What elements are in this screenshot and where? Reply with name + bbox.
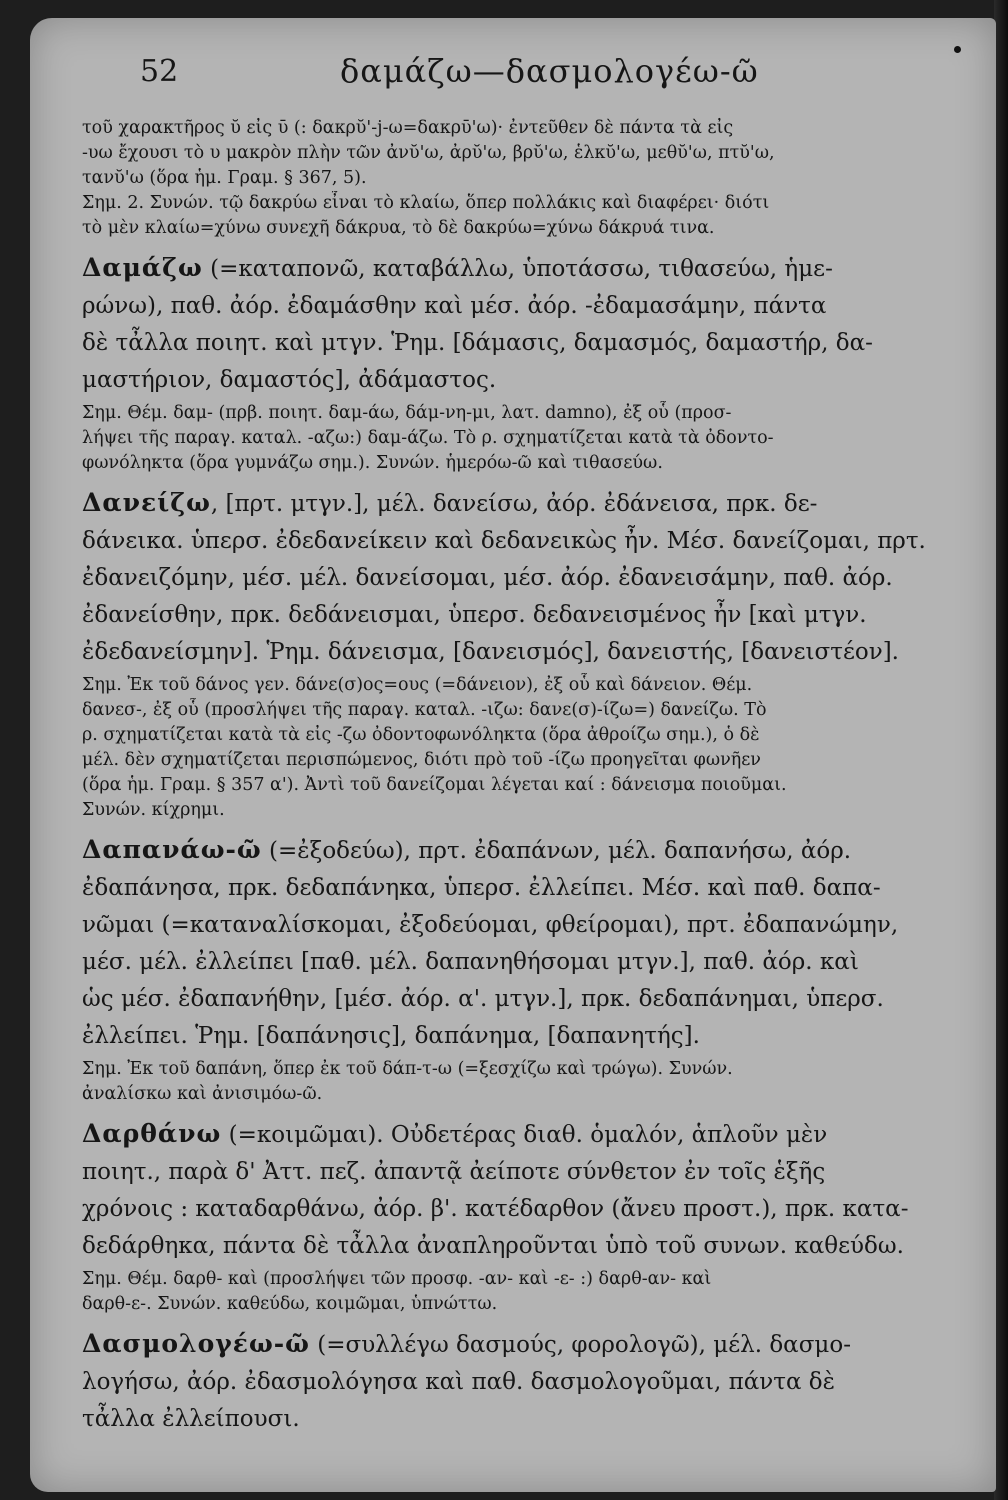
entry-line: ἐλλείπει. Ῥημ. [δαπάνησις], δαπάνημα, [δαπανητής].: [82, 1023, 700, 1049]
entry-line: δεδάρθηκα, πάντα δὲ τἆλλα ἀναπληροῦνται ὑπὸ τοῦ συνων. καθεύδω.: [82, 1233, 904, 1259]
entry-damazo: [82, 249, 966, 476]
entry-text: (=καταπονῶ, καταβάλλω, ὑποτάσσω, τιθασεύω, ἡμε-: [202, 256, 833, 282]
entry-text: (=συλλέγω δασμούς, φορολογῶ), μέλ. δασμο-: [309, 1332, 851, 1358]
entry-darthano: [82, 1115, 966, 1317]
dictionary-text: [82, 116, 966, 1446]
entry-line: νῶμαι (=καταναλίσκομαι, ἐξοδεύομαι, φθείρομαι), πρτ. ἐδαπανώμην,: [82, 912, 899, 938]
entry-first-line: [82, 484, 966, 523]
entry-line: μαστήριον, δαμαστός], ἀδάμαστος.: [82, 367, 497, 393]
entry-first-line: [82, 1325, 966, 1364]
note-line: Σημ. Ἐκ τοῦ δάνος γεν. δάνε(σ)ος=ους (=δάνειον), ἐξ οὗ καὶ δάνειον. Θέμ.: [82, 675, 753, 695]
entry-dasmologeo: [82, 1325, 966, 1438]
note-line: Συνών. κίχρημι.: [82, 800, 225, 820]
text-line: τανῠ'ω (ὅρα ἡμ. Γραμ. § 367, 5).: [82, 168, 367, 188]
entry-text: (=κοιμῶμαι). Οὐδετέρας διαθ. ὁμαλόν, ἁπλοῦν μὲν: [221, 1122, 828, 1148]
entry-note: [82, 401, 966, 476]
headword: Δαρθάνω: [82, 1119, 222, 1148]
page-edge-shadow: [994, 0, 1008, 1500]
entry-line: ἐδανείσθην, πρκ. δεδάνεισμαι, ὑπερσ. δεδανεισμένος ἦν [καὶ μτγν.: [82, 602, 867, 628]
note-line: λήψει τῆς παραγ. καταλ. -αζω:) δαμ-άζω. Τὸ ρ. σχηματίζεται κατὰ τὰ ὀδοντο-: [82, 428, 774, 448]
note-line: (ὅρα ἡμ. Γραμ. § 357 α'). Ἀντὶ τοῦ δανείζομαι λέγεται καί : δάνεισμα ποιοῦμαι.: [82, 775, 787, 795]
note-line: δαρθ-ε-. Συνών. καθεύδω, κοιμῶμαι, ὑπνώττω.: [82, 1294, 498, 1314]
entry-note: [82, 1267, 966, 1317]
entry-first-line: [82, 249, 966, 288]
entry-line: δάνεικα. ὑπερσ. ἐδεδανείκειν καὶ δεδανεικὼς ἦν. Μέσ. δανείζομαι, πρτ.: [82, 528, 926, 554]
entry-first-line: [82, 1115, 966, 1154]
text-line: τὸ μὲν κλαίω=χύνω συνεχῆ δάκρυα, τὸ δὲ δακρύω=χύνω δάκρυά τινα.: [82, 218, 715, 238]
entry-line: ἐδεδανείσμην]. Ῥημ. δάνεισμα, [δανεισμός], δανειστής, [δανειστέον].: [82, 639, 899, 665]
headword: Δασμολογέω-ῶ: [82, 1329, 310, 1358]
entry-text: (=ἐξοδεύω), πρτ. ἐδαπάνων, μέλ. δαπανήσω, ἀόρ.: [261, 838, 852, 864]
entry-line: χρόνοις : καταδαρθάνω, ἀόρ. β'. κατέδαρθον (ἄνευ προστ.), πρκ. κατα-: [82, 1196, 909, 1222]
note-line: μέλ. δὲν σχηματίζεται περισπώμενος, διότι πρὸ τοῦ -ίζω προηγεῖται φωνῆεν: [82, 750, 761, 770]
entry-line: δὲ τἆλλα ποιητ. καὶ μτγν. Ῥημ. [δάμασις, δαμασμός, δαμαστήρ, δα-: [82, 330, 873, 356]
entry-line: ρώνω), παθ. ἀόρ. ἐδαμάσθην καὶ μέσ. ἀόρ. -ἐδαμασάμην, πάντα: [82, 293, 827, 319]
entry-line: ποιητ., παρὰ δ' Ἀττ. πεζ. ἀπαντᾷ ἀείποτε σύνθετον ἐν τοῖς ἑξῆς: [82, 1159, 826, 1185]
headword: Δαπανάω-ῶ: [82, 835, 262, 864]
book-page: [30, 18, 996, 1492]
note-line: Σημ. Ἐκ τοῦ δαπάνη, ὅπερ ἐκ τοῦ δάπ-τ-ω (=ξεσχίζω καὶ τρώγω). Συνών.: [82, 1059, 733, 1079]
headword: Δαμάζω: [82, 253, 203, 282]
note-line: Σημ. Θέμ. δαμ- (πρβ. ποιητ. δαμ-άω, δάμ-νη-μι, λατ. damno), ἐξ οὗ (προσ-: [82, 403, 732, 423]
ink-spot: [954, 46, 961, 53]
entry-note: [82, 673, 966, 823]
entry-line: ἐδανειζόμην, μέσ. μέλ. δανείσομαι, μέσ. ἀόρ. ἐδανεισάμην, παθ. ἀόρ.: [82, 565, 893, 591]
headword: Δανείζω: [82, 488, 211, 517]
entry-daneizo: [82, 484, 966, 823]
entry-first-line: [82, 831, 966, 870]
text-line: Σημ. 2. Συνών. τῷ δακρύω εἶναι τὸ κλαίω, ὅπερ πολλάκις καὶ διαφέρει· διότι: [82, 193, 770, 213]
note-line: φωνόληκτα (ὅρα γυμνάζω σημ.). Συνών. ἡμερόω-ῶ καὶ τιθασεύω.: [82, 453, 663, 473]
text-line: τοῦ χαρακτῆρος ῠ εἰς ῡ (: δακρῠ'-j-ω=δακρῡ'ω)· ἐντεῦθεν δὲ πάντα τὰ εἰς: [82, 118, 734, 138]
note-line: δανεσ-, ἐξ οὗ (προσλήψει τῆς παραγ. καταλ. -ιζω: δανε(σ)-ίζω=) δανείζω. Τὸ: [82, 700, 767, 720]
running-header: δαμάζω—δασμολογέω-ῶ: [340, 52, 759, 90]
note-line: Σημ. Θέμ. δαρθ- καὶ (προσλήψει τῶν προσφ. -αν- καὶ -ε- :) δαρθ-αν- καὶ: [82, 1269, 712, 1289]
entry-line: τἆλλα ἐλλείπουσι.: [82, 1406, 300, 1432]
note-line: ἀναλίσκω καὶ ἀνισιμόω-ῶ.: [82, 1084, 323, 1104]
note-line: ρ. σχηματίζεται κατὰ τὰ εἰς -ζω ὀδοντοφωνόληκτα (ὅρα ἀθροίζω σημ.), ὁ δὲ: [82, 725, 760, 745]
entry-note: [82, 1057, 966, 1107]
page-number: 52: [140, 54, 179, 89]
entry-line: ἐδαπάνησα, πρκ. δεδαπάνηκα, ὑπερσ. ἐλλείπει. Μέσ. καὶ παθ. δαπα-: [82, 875, 881, 901]
entry-line: ὡς μέσ. ἐδαπανήθην, [μέσ. ἀόρ. α'. μτγν.], πρκ. δεδαπάνημαι, ὑπερσ.: [82, 986, 884, 1012]
intro-block: [82, 116, 966, 241]
entry-dapanao: [82, 831, 966, 1107]
entry-line: μέσ. μέλ. ἐλλείπει [παθ. μέλ. δαπανηθήσομαι μτγν.], παθ. ἀόρ. καὶ: [82, 949, 859, 975]
text-line: -υω ἔχουσι τὸ υ μακρὸν πλὴν τῶν ἀνῠ'ω, ἀρῠ'ω, βρῠ'ω, ἑλκῠ'ω, μεθῠ'ω, πτῠ'ω,: [82, 143, 775, 163]
entry-text: , [πρτ. μτγν.], μέλ. δανείσω, ἀόρ. ἐδάνεισα, πρκ. δε-: [210, 491, 818, 517]
entry-line: λογήσω, ἀόρ. ἐδασμολόγησα καὶ παθ. δασμολογοῦμαι, πάντα δὲ: [82, 1369, 835, 1395]
